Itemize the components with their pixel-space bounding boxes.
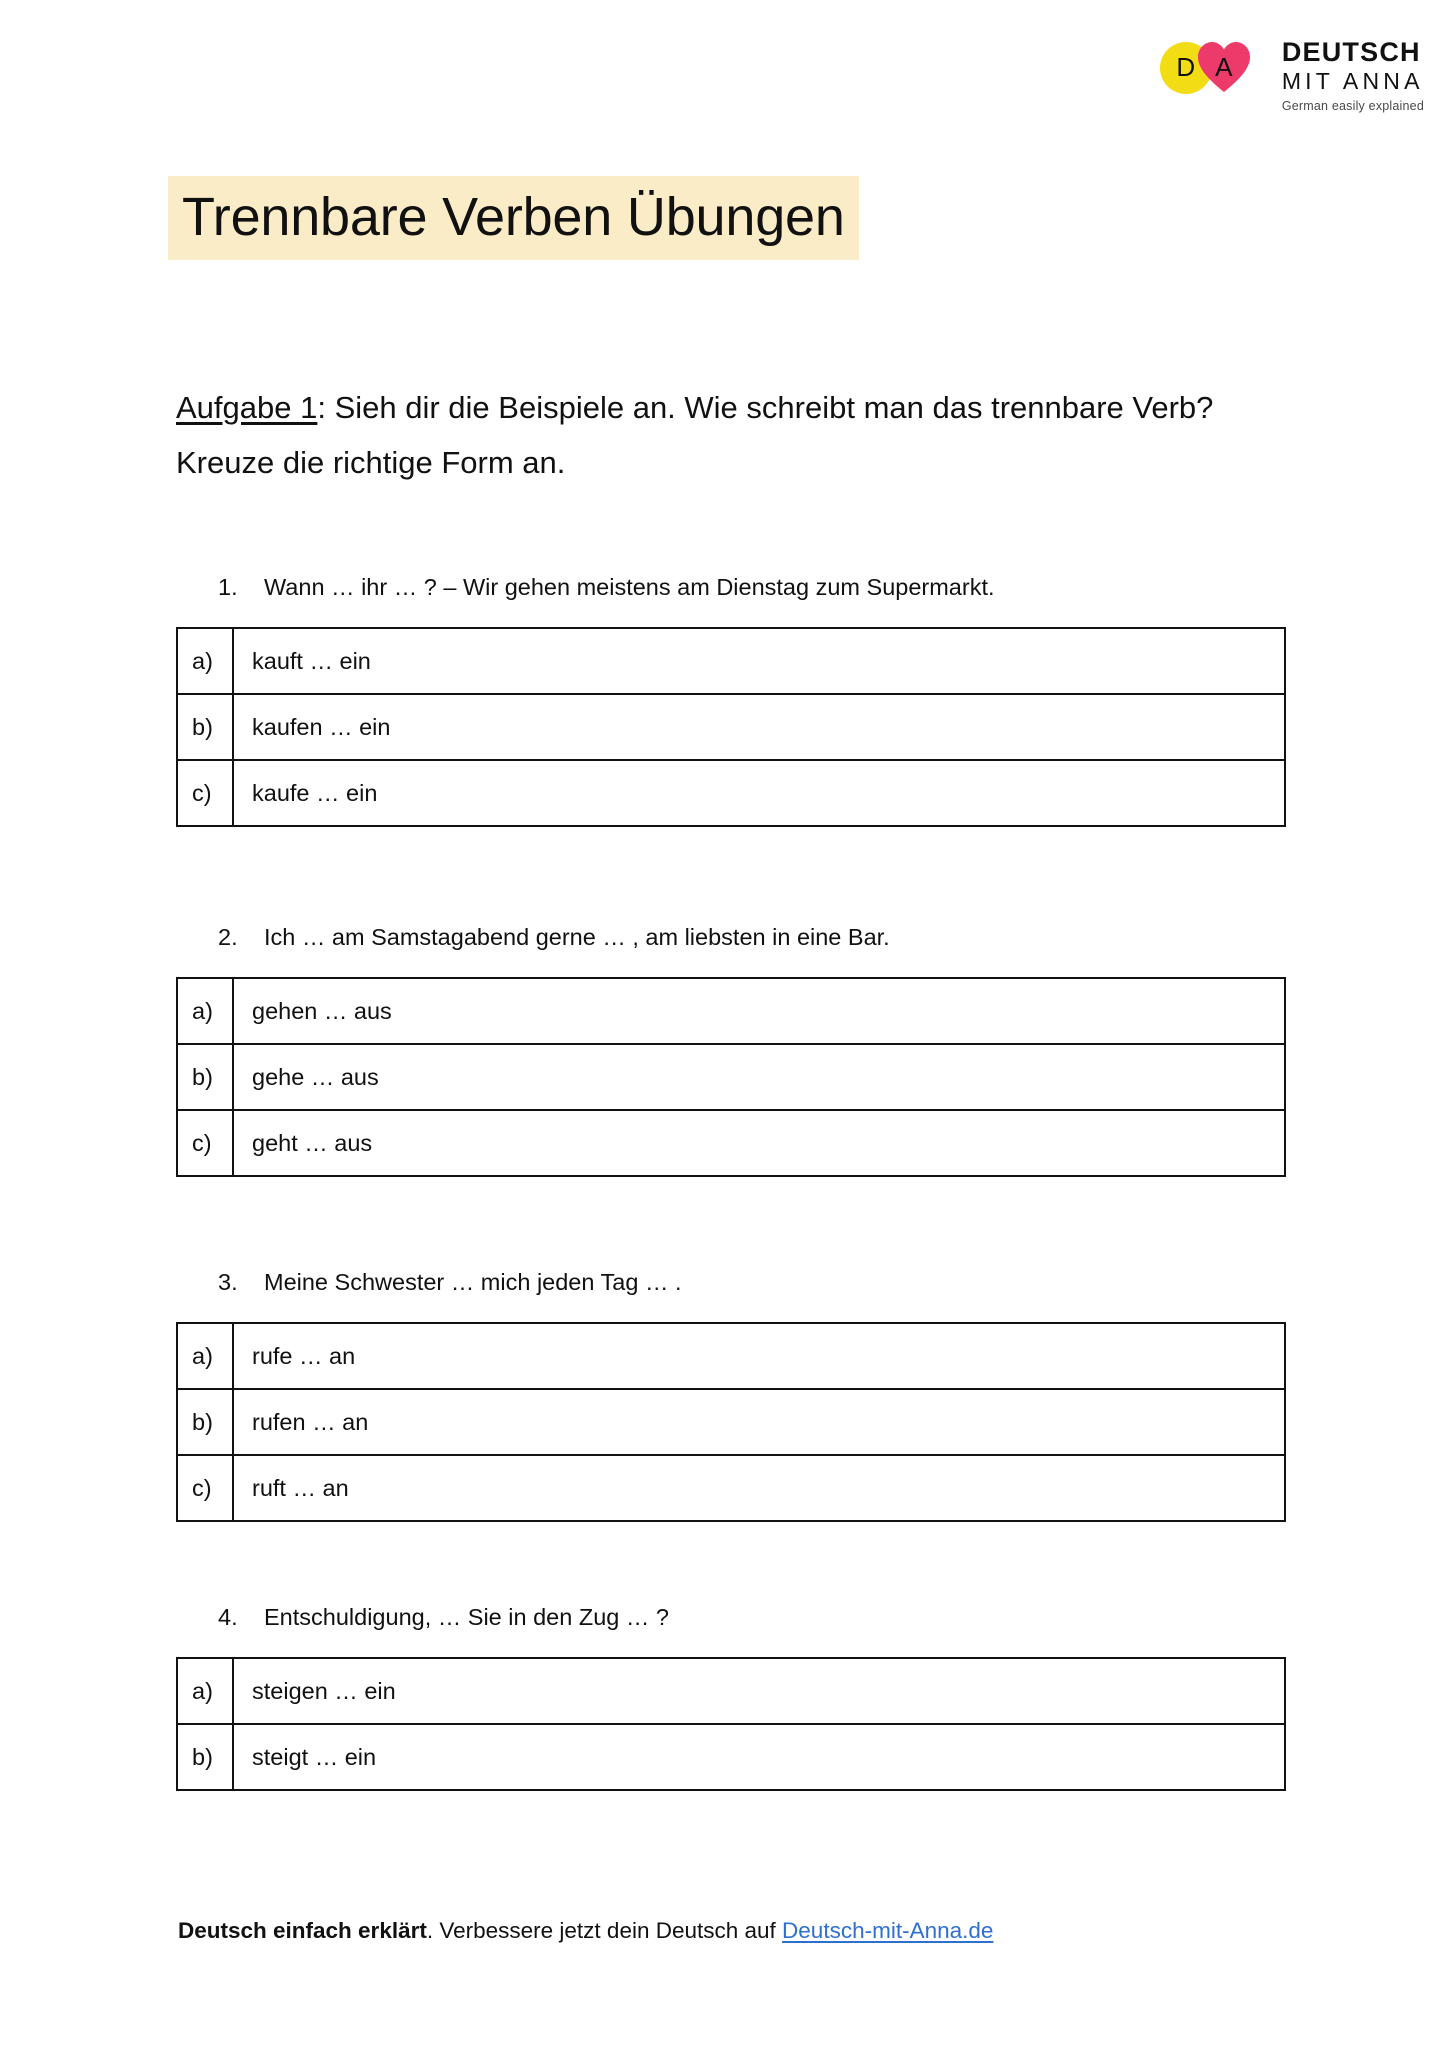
answer-option-row[interactable] xyxy=(177,1724,1285,1790)
answer-option-row[interactable] xyxy=(177,1323,1285,1389)
logo-line-deutsch: DEUTSCH xyxy=(1281,37,1421,67)
question-text: Entschuldigung, … Sie in den Zug … ? xyxy=(264,1604,669,1630)
question-number: 3. xyxy=(218,1269,238,1295)
logo-heart-letter: A xyxy=(1215,52,1233,82)
question-number: 2. xyxy=(218,924,238,950)
question-block xyxy=(176,1265,1296,1522)
answer-option-row[interactable] xyxy=(177,1455,1285,1521)
task-text: : Sieh dir die Beispiele an. Wie schreibt man das trennbare Verb? Kreuze die richtige Form an. xyxy=(176,390,1214,481)
answer-option-label[interactable]: c) xyxy=(177,1110,233,1176)
logo-line-mit-anna: MIT ANNA xyxy=(1281,68,1424,95)
answer-option-label[interactable]: b) xyxy=(177,1389,233,1455)
question-block xyxy=(176,920,1296,1177)
question-block xyxy=(176,570,1296,827)
answer-option-row[interactable] xyxy=(177,1658,1285,1724)
answer-option-label[interactable]: a) xyxy=(177,1658,233,1724)
answer-option-value[interactable]: kauft … ein xyxy=(233,628,1285,694)
footer xyxy=(178,1918,993,1944)
answer-option-row[interactable] xyxy=(177,1044,1285,1110)
answer-option-row[interactable] xyxy=(177,1389,1285,1455)
page-title: Trennbare Verben Übungen xyxy=(168,176,859,260)
logo-tagline: German easily explained xyxy=(1281,98,1424,113)
answer-option-row[interactable] xyxy=(177,694,1285,760)
answer-option-label[interactable]: c) xyxy=(177,1455,233,1521)
question-block xyxy=(176,1600,1296,1791)
answer-option-label[interactable]: a) xyxy=(177,1323,233,1389)
answer-option-value[interactable]: rufen … an xyxy=(233,1389,1285,1455)
footer-bold-text: Deutsch einfach erklärt xyxy=(178,1918,427,1943)
logo-circle-letter: D xyxy=(1176,52,1196,82)
answer-option-value[interactable]: steigt … ein xyxy=(233,1724,1285,1790)
question-text: Wann … ihr … ? – Wir gehen meistens am Dienstag zum Supermarkt. xyxy=(264,574,995,600)
answer-option-value[interactable]: steigen … ein xyxy=(233,1658,1285,1724)
question-line xyxy=(176,570,1296,605)
answer-option-value[interactable]: kaufen … ein xyxy=(233,694,1285,760)
task-label: Aufgabe 1 xyxy=(176,390,318,425)
answer-options-table xyxy=(176,1657,1286,1791)
answer-option-value[interactable]: kaufe … ein xyxy=(233,760,1285,826)
answer-option-value[interactable]: geht … aus xyxy=(233,1110,1285,1176)
question-text: Meine Schwester … mich jeden Tag … . xyxy=(264,1269,682,1295)
answer-option-label[interactable]: b) xyxy=(177,1044,233,1110)
logo-heart-icon xyxy=(1196,40,1252,96)
answer-option-value[interactable]: ruft … an xyxy=(233,1455,1285,1521)
answer-options-table xyxy=(176,1322,1286,1522)
answer-option-row[interactable] xyxy=(177,978,1285,1044)
answer-option-value[interactable]: rufe … an xyxy=(233,1323,1285,1389)
answer-option-label[interactable]: b) xyxy=(177,694,233,760)
task-instruction xyxy=(176,380,1266,490)
question-number: 4. xyxy=(218,1604,238,1630)
question-number: 1. xyxy=(218,574,238,600)
answer-options-table xyxy=(176,627,1286,827)
footer-middle-text: . Verbessere jetzt dein Deutsch auf xyxy=(426,1918,783,1943)
answer-option-label[interactable]: b) xyxy=(177,1724,233,1790)
footer-website-link[interactable]: Deutsch-mit-Anna.de xyxy=(782,1918,994,1943)
question-text: Ich … am Samstagabend gerne … , am liebsten in eine Bar. xyxy=(264,924,890,950)
question-line xyxy=(176,1265,1296,1300)
answer-option-label[interactable]: a) xyxy=(177,978,233,1044)
answer-option-row[interactable] xyxy=(177,628,1285,694)
answer-options-table xyxy=(176,977,1286,1177)
answer-option-label[interactable]: c) xyxy=(177,760,233,826)
answer-option-value[interactable]: gehen … aus xyxy=(233,978,1285,1044)
page-title-wrap xyxy=(168,176,859,260)
question-line xyxy=(176,920,1296,955)
logo-wordmark xyxy=(1282,34,1424,113)
logo-marks xyxy=(1160,34,1268,100)
answer-option-label[interactable]: a) xyxy=(177,628,233,694)
answer-option-row[interactable] xyxy=(177,1110,1285,1176)
answer-option-row[interactable] xyxy=(177,760,1285,826)
question-line xyxy=(176,1600,1296,1635)
answer-option-value[interactable]: gehe … aus xyxy=(233,1044,1285,1110)
brand-logo xyxy=(1160,34,1424,113)
